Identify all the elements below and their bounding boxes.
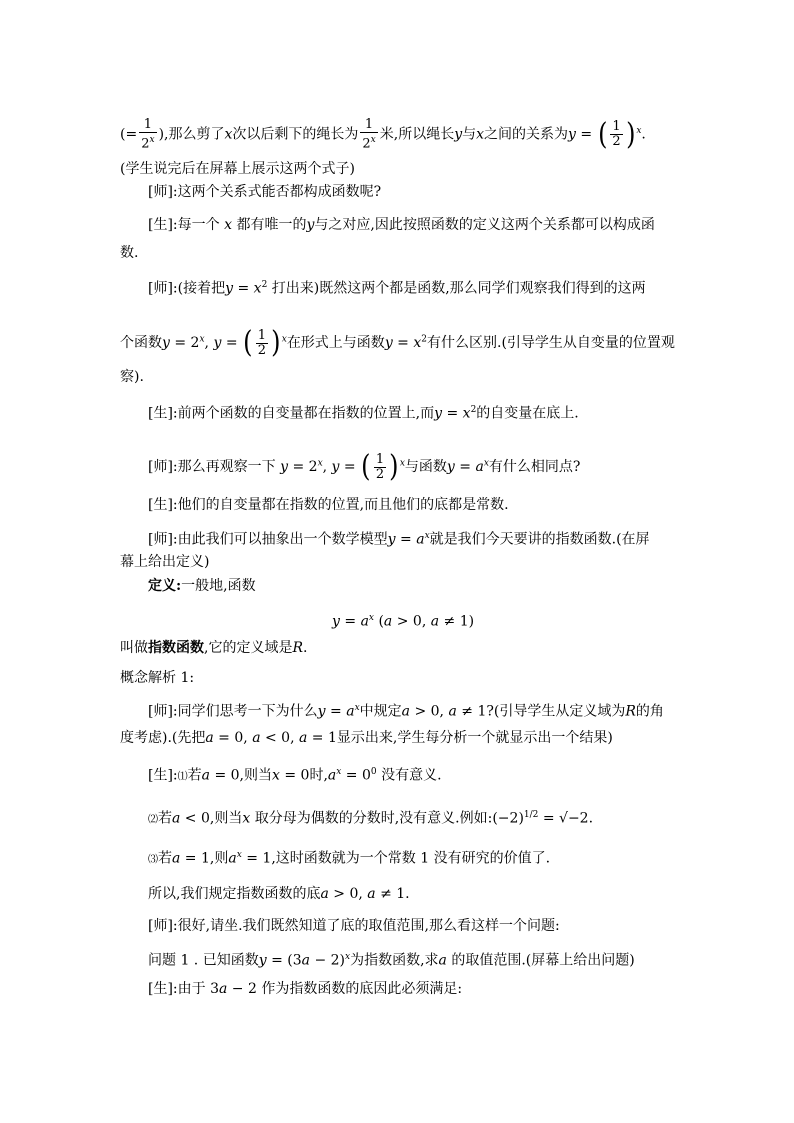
text-line: 定义:一般地,函数	[148, 578, 256, 594]
text-line: [师]:这两个关系式能否都构成函数呢?	[148, 184, 382, 200]
text-line: 数.	[120, 245, 139, 261]
fraction: $\frac{1}{2^x}$	[141, 117, 155, 152]
text-line: [师]:那么再观察一下 $y = 2^x$, y = ( $\frac{1}{2}$ )$^x$与函数$y = a^x$有什么相同点?	[148, 449, 581, 484]
text-line: [生]:每一个 x 都有唯一的y与之对应,因此按照函数的定义这两个关系都可以构成函	[148, 217, 655, 233]
text-line: [生]:⑴若a = 0,则当x = 0时$,a^x = 0^0$ 没有意义.	[148, 767, 442, 784]
text-line: 问题 1 . 已知函数$y = (3a - 2)^x$为指数函数,求a 的取值范围.(屏幕上给出问题)	[148, 952, 635, 969]
text-line: [师]:很好,请坐.我们既然知道了底的取值范围,那么看这样一个问题:	[148, 918, 560, 934]
text-line: ⑶若a = 1,则$a^x = 1$,这时函数就为一个常数 1 没有研究的价值了.	[148, 850, 551, 867]
text-line: 察).	[120, 369, 144, 385]
text-line: [师]:同学们思考一下为什么$y = a^x$中规定a > 0, a ≠ 1?(引导学生从定义域为R的角	[148, 703, 664, 720]
text-line: [师]:(接着把$y = x^2$ 打出来)既然这两个都是函数,那么同学们观察我们得到的这两	[148, 280, 646, 297]
text-line: ⑵若a < 0,则当x 取分母为偶数的分数时,没有意义.例如$:(-2)^{1/2} = √-2$.	[148, 810, 594, 827]
text-line: [师]:由此我们可以抽象出一个数学模型$y = a^x$就是我们今天要讲的指数函数.(在屏	[148, 531, 650, 548]
formula-definition: $y = a^x$ (a > 0, a ≠ 1)	[332, 613, 475, 630]
text-line: [生]:由于 3a − 2 作为指数函数的底因此必须满足:	[148, 981, 463, 997]
text-line: 叫做指数函数,它的定义域是R.	[120, 640, 308, 656]
text-line: 度考虑).(先把a = 0, a < 0, a = 1显示出来,学生每分析一个就显示出一个结果)	[120, 730, 613, 746]
text-line: 概念解析 1:	[120, 670, 195, 686]
text-line: 幕上给出定义)	[120, 554, 210, 570]
text-line: (= $\frac{1}{2^x}$ ),那么剪了x次以后剩下的绳长为 $\frac{1}{2^x}$ 米,所以绳长y与x之间的关系为y = ( $\frac{1}{2}$ )$^x$.	[120, 116, 646, 152]
text-line: 所以,我们规定指数函数的底a > 0, a ≠ 1.	[148, 886, 410, 902]
text-line: 个函数$y = 2^x$, y = ( $\frac{1}{2}$ )$^x$在形式上与函数$y = x^2$有什么区别.(引导学生从自变量的位置观	[120, 325, 675, 360]
fraction: $\frac{1}{2^x}$	[362, 117, 376, 152]
text-line: [生]:前两个函数的自变量都在指数的位置上,而$y = x^2$的自变量在底上.	[148, 405, 579, 422]
text-line: (学生说完后在屏幕上展示这两个式子)	[120, 161, 355, 177]
text-line: [生]:他们的自变量都在指数的位置,而且他们的底都是常数.	[148, 497, 509, 513]
